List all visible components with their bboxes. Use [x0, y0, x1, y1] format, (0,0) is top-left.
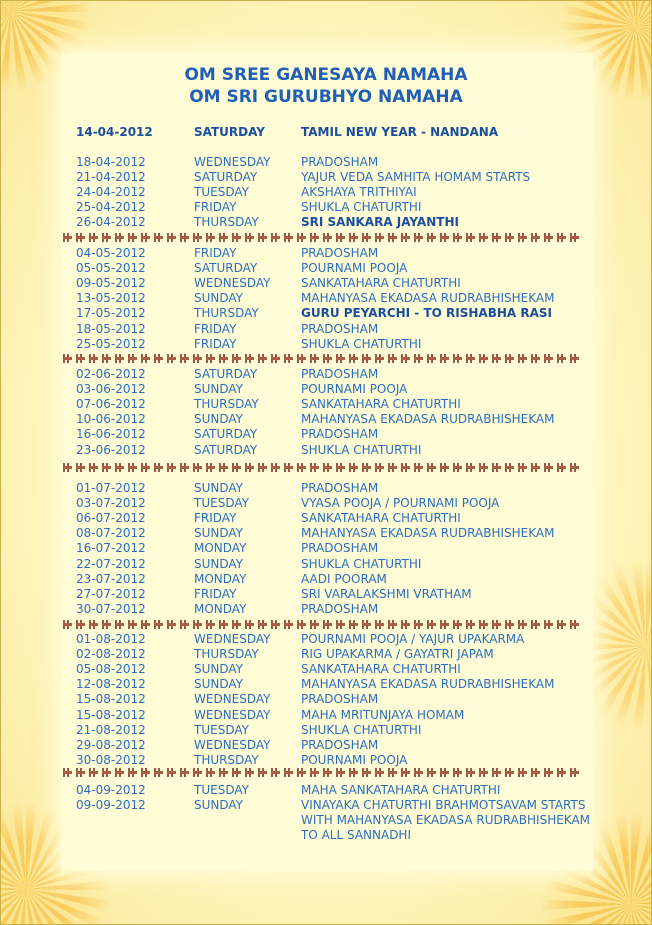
event-date: 03-07-2012: [76, 496, 146, 511]
event-name: GURU PEYARCHI - TO RISHABHA RASI: [301, 306, 552, 321]
event-name: PRADOSHAM: [301, 601, 379, 616]
event-date: 02-06-2012: [76, 367, 146, 381]
table-row: [1, 526, 651, 541]
event-date: 06-07-2012: [76, 511, 146, 526]
event-day: SUNDAY: [194, 481, 244, 495]
event-name: VINAYAKA CHATURTHI BRAHMOTSAVAM STARTS: [301, 798, 586, 813]
table-row: [1, 602, 651, 617]
event-day: THURSDAY: [194, 397, 259, 412]
event-day: FRIDAY: [194, 200, 237, 215]
event-name: SHUKLA CHATURTHI: [301, 442, 422, 457]
event-day: SUNDAY: [194, 382, 244, 397]
event-name: PRADOSHAM: [301, 481, 379, 495]
table-row: [1, 677, 651, 692]
event-day: FRIDAY: [194, 336, 237, 351]
event-date: 15-08-2012: [76, 692, 146, 707]
event-date: 03-06-2012: [76, 382, 146, 397]
event-name: WITH MAHANYASA EKADASA RUDRABHISHEKAM: [301, 813, 591, 828]
ornamental-divider: [63, 463, 579, 472]
table-row: [1, 337, 651, 352]
event-day: FRIDAY: [194, 246, 237, 260]
event-day: WEDNESDAY: [194, 707, 271, 722]
event-day: MONDAY: [194, 541, 247, 556]
event-day: SUNDAY: [194, 662, 244, 677]
event-date: 25-05-2012: [76, 336, 146, 351]
event-name: PRADOSHAM: [301, 367, 379, 381]
event-date: 30-07-2012: [76, 601, 146, 616]
event-date: 23-07-2012: [76, 571, 146, 586]
page-subtitle: OM SRI GURUBHYO NAMAHA: [189, 87, 463, 107]
table-row: [1, 427, 651, 442]
event-name: POURNAMI POOJA: [301, 261, 408, 276]
event-name: AKSHAYA TRITHIYAI: [301, 185, 417, 200]
event-date: 04-05-2012: [76, 246, 146, 260]
event-date: 25-04-2012: [76, 200, 146, 215]
event-name: SANKATAHARA CHATURTHI: [301, 511, 461, 526]
event-name: MAHANYASA EKADASA RUDRABHISHEKAM: [301, 677, 555, 692]
event-name: PRADOSHAM: [301, 155, 379, 169]
event-day: FRIDAY: [194, 321, 237, 336]
event-day: TUESDAY: [194, 496, 249, 511]
event-day: THURSDAY: [194, 306, 259, 321]
event-date: 12-08-2012: [76, 677, 146, 692]
event-name: AADI POORAM: [301, 571, 387, 586]
event-date: 01-08-2012: [76, 632, 146, 646]
event-name: PRADOSHAM: [301, 321, 379, 336]
table-row: [1, 322, 651, 337]
table-row: [1, 783, 651, 798]
event-name: RIG UPAKARMA / GAYATRI JAPAM: [301, 647, 494, 662]
event-date: 17-05-2012: [76, 306, 146, 321]
event-date: 05-05-2012: [76, 261, 146, 276]
event-day: SUNDAY: [194, 677, 244, 692]
event-day: SATURDAY: [194, 427, 258, 442]
event-day: SUNDAY: [194, 412, 244, 427]
event-name: TAMIL NEW YEAR - NANDANA: [301, 125, 499, 139]
ornamental-divider: [63, 620, 579, 629]
event-name: SHUKLA CHATURTHI: [301, 556, 422, 571]
event-date: 07-06-2012: [76, 397, 146, 412]
ornamental-divider: [63, 768, 579, 777]
event-day: THURSDAY: [194, 752, 259, 767]
table-row: [1, 557, 651, 572]
table-row: [1, 496, 651, 511]
event-name: POURNAMI POOJA / YAJUR UPAKARMA: [301, 632, 525, 646]
event-name: MAHANYASA EKADASA RUDRABHISHEKAM: [301, 526, 555, 541]
table-row: [1, 246, 651, 261]
event-name: TO ALL SANNADHI: [301, 828, 411, 843]
event-day: THURSDAY: [194, 215, 259, 230]
event-date: 22-07-2012: [76, 556, 146, 571]
table-row: [1, 276, 651, 291]
event-name: MAHA MRITUNJAYA HOMAM: [301, 707, 465, 722]
event-date: 23-06-2012: [76, 442, 146, 457]
table-row: [1, 481, 651, 496]
table-row: [1, 155, 651, 170]
event-date: 09-09-2012: [76, 798, 146, 813]
event-name: PRADOSHAM: [301, 427, 379, 442]
event-day: MONDAY: [194, 571, 247, 586]
event-date: 09-05-2012: [76, 276, 146, 291]
event-name: PRADOSHAM: [301, 246, 379, 260]
table-row: [1, 632, 651, 647]
table-row: [1, 587, 651, 602]
event-name: MAHANYASA EKADASA RUDRABHISHEKAM: [301, 412, 555, 427]
event-day: TUESDAY: [194, 185, 249, 200]
event-date: 13-05-2012: [76, 291, 146, 306]
event-date: 04-09-2012: [76, 783, 146, 797]
event-day: SUNDAY: [194, 291, 244, 306]
event-day: SATURDAY: [194, 367, 258, 381]
table-row: [1, 367, 651, 382]
event-day: THURSDAY: [194, 647, 259, 662]
event-day: FRIDAY: [194, 511, 237, 526]
event-name: PRADOSHAM: [301, 541, 379, 556]
event-name: VYASA POOJA / POURNAMI POOJA: [301, 496, 500, 511]
event-name: SANKATAHARA CHATURTHI: [301, 397, 461, 412]
event-name: SRI VARALAKSHMI VRATHAM: [301, 586, 472, 601]
event-day: SATURDAY: [194, 170, 258, 185]
table-row: [1, 443, 651, 458]
event-day: SUNDAY: [194, 556, 244, 571]
event-date: 10-06-2012: [76, 412, 146, 427]
event-name: MAHA SANKATAHARA CHATURTHI: [301, 783, 501, 797]
table-row: [1, 813, 651, 828]
event-day: TUESDAY: [194, 722, 249, 737]
table-row: [1, 397, 651, 412]
header-event-row: [1, 125, 651, 140]
event-name: SHUKLA CHATURTHI: [301, 200, 422, 215]
table-row: [1, 828, 651, 843]
event-date: 15-08-2012: [76, 707, 146, 722]
table-row: [1, 306, 651, 321]
event-date: 18-05-2012: [76, 321, 146, 336]
event-date: 02-08-2012: [76, 647, 146, 662]
table-row: [1, 738, 651, 753]
event-day: WEDNESDAY: [194, 276, 271, 291]
table-row: [1, 647, 651, 662]
table-row: [1, 382, 651, 397]
event-day: MONDAY: [194, 601, 247, 616]
event-name: PRADOSHAM: [301, 692, 379, 707]
event-day: WEDNESDAY: [194, 692, 271, 707]
table-row: [1, 723, 651, 738]
table-row: [1, 261, 651, 276]
table-row: [1, 541, 651, 556]
table-row: [1, 291, 651, 306]
event-name: SRI SANKARA JAYANTHI: [301, 215, 459, 230]
event-date: 21-04-2012: [76, 170, 146, 185]
event-day: WEDNESDAY: [194, 737, 271, 752]
table-row: [1, 572, 651, 587]
ornamental-divider: [63, 354, 579, 363]
event-date: 18-04-2012: [76, 155, 146, 169]
event-day: SATURDAY: [194, 261, 258, 276]
event-date: 16-06-2012: [76, 427, 146, 442]
table-row: [1, 200, 651, 215]
event-name: POURNAMI POOJA: [301, 752, 408, 767]
event-date: 05-08-2012: [76, 662, 146, 677]
table-row: [1, 511, 651, 526]
table-row: [1, 185, 651, 200]
event-name: SHUKLA CHATURTHI: [301, 336, 422, 351]
table-row: [1, 798, 651, 813]
event-day: SATURDAY: [194, 442, 258, 457]
event-day: SUNDAY: [194, 526, 244, 541]
event-name: POURNAMI POOJA: [301, 382, 408, 397]
event-name: MAHANYASA EKADASA RUDRABHISHEKAM: [301, 291, 555, 306]
page-title: OM SREE GANESAYA NAMAHA: [184, 65, 468, 85]
ornamental-divider: [63, 233, 579, 242]
table-row: [1, 692, 651, 707]
event-name: SHUKLA CHATURTHI: [301, 722, 422, 737]
event-date: 30-08-2012: [76, 752, 146, 767]
table-row: [1, 215, 651, 230]
event-date: 16-07-2012: [76, 541, 146, 556]
event-name: PRADOSHAM: [301, 737, 379, 752]
event-name: SANKATAHARA CHATURTHI: [301, 662, 461, 677]
event-date: 27-07-2012: [76, 586, 146, 601]
event-day: WEDNESDAY: [194, 155, 271, 169]
event-name: YAJUR VEDA SAMHITA HOMAM STARTS: [301, 170, 531, 185]
event-date: 14-04-2012: [76, 125, 153, 139]
event-day: SUNDAY: [194, 798, 244, 813]
event-date: 01-07-2012: [76, 481, 146, 495]
event-day: SATURDAY: [194, 125, 265, 139]
event-date: 21-08-2012: [76, 722, 146, 737]
event-date: 26-04-2012: [76, 215, 146, 230]
table-row: [1, 170, 651, 185]
event-date: 08-07-2012: [76, 526, 146, 541]
event-day: TUESDAY: [194, 783, 249, 797]
table-row: [1, 708, 651, 723]
table-row: [1, 662, 651, 677]
event-day: WEDNESDAY: [194, 632, 271, 646]
event-date: 29-08-2012: [76, 737, 146, 752]
event-date: 24-04-2012: [76, 185, 146, 200]
event-name: SANKATAHARA CHATURTHI: [301, 276, 461, 291]
table-row: [1, 412, 651, 427]
table-row: [1, 753, 651, 768]
event-day: FRIDAY: [194, 586, 237, 601]
